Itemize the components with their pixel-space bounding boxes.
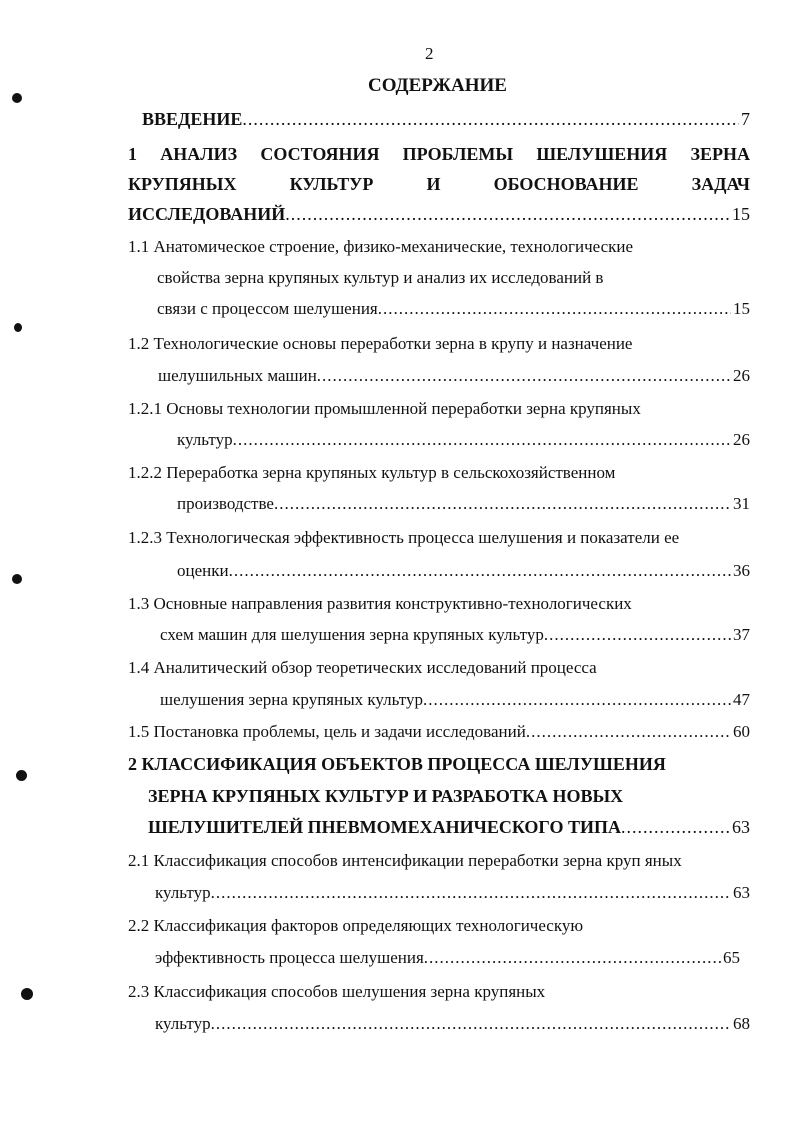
word: ОБОСНОВАНИЕ — [493, 174, 639, 194]
binding-mark — [12, 93, 22, 103]
toc-1-3-line2 — [160, 625, 750, 645]
toc-page: 26 — [733, 430, 750, 449]
leader-dots — [285, 204, 730, 225]
leader-dots — [621, 817, 730, 838]
toc-1-4-line1: 1.4 Аналитический обзор теоретических исследований процесса — [128, 658, 597, 677]
toc-1-2-line1: 1.2 Технологические основы переработки зерна в крупу и назначение — [128, 334, 633, 353]
leader-dots — [242, 109, 739, 130]
word: АНАЛИЗ — [160, 144, 238, 164]
toc-page: 63 — [732, 817, 750, 837]
toc-page: 26 — [733, 366, 750, 385]
toc-chapter-2-line3 — [148, 817, 750, 838]
leader-dots — [233, 430, 731, 450]
toc-2-3-line2 — [155, 1014, 750, 1034]
binding-mark — [14, 323, 22, 332]
toc-1-2-2-line1: 1.2.2 Переработка зерна крупяных культур в сельскохозяйственном — [128, 463, 616, 482]
leader-dots — [424, 948, 721, 968]
toc-chapter-2-line1: 2 КЛАССИФИКАЦИЯ ОБЪЕКТОВ ПРОЦЕССА ШЕЛУШЕНИЯ — [128, 754, 666, 774]
page-title: СОДЕРЖАНИЕ — [368, 75, 507, 96]
toc-text: ВВЕДЕНИЕ — [142, 109, 243, 129]
toc-text: оценки — [177, 561, 229, 580]
toc-page: 65 — [723, 948, 740, 967]
toc-page: 31 — [733, 494, 750, 513]
toc-text: 1.5 Постановка проблемы, цель и задачи исследований — [128, 722, 526, 741]
toc-page: 15 — [733, 299, 750, 318]
leader-dots — [544, 625, 731, 645]
binding-mark — [12, 574, 22, 584]
word: И — [426, 174, 441, 194]
word: КУЛЬТУР — [289, 174, 374, 194]
toc-text: ИССЛЕДОВАНИЙ — [128, 204, 286, 224]
leader-dots — [378, 299, 731, 319]
leader-dots — [211, 1014, 731, 1034]
page-number: 2 — [425, 44, 434, 63]
binding-mark — [21, 988, 33, 1000]
toc-text: схем машин для шелушения зерна крупяных культур — [160, 625, 544, 644]
leader-dots — [423, 690, 731, 710]
toc-1-2-1-line2 — [177, 430, 750, 450]
toc-page: 63 — [733, 883, 750, 902]
leader-dots — [317, 366, 731, 386]
toc-text: культур — [177, 430, 233, 449]
toc-text: эффективность процесса шелушения — [155, 948, 424, 967]
toc-page: 15 — [732, 204, 750, 224]
toc-page: 60 — [733, 722, 750, 741]
binding-mark — [16, 770, 27, 781]
toc-1-2-1-line1: 1.2.1 Основы технологии промышленной переработки зерна крупяных — [128, 399, 641, 418]
toc-2-2-line1: 2.2 Классификация факторов определяющих технологическую — [128, 916, 584, 935]
toc-2-1-line1: 2.1 Классификация способов интенсификации переработки зерна круп яных — [128, 851, 682, 870]
word: ПРОБЛЕМЫ — [402, 144, 514, 164]
word: КРУПЯНЫХ — [128, 174, 237, 194]
toc-entry-intro — [142, 109, 750, 130]
word: 1 — [128, 144, 137, 164]
toc-text: связи с процессом шелушения — [157, 299, 378, 318]
toc-1-1-line1: 1.1 Анатомическое строение, физико-механические, технологические — [128, 237, 634, 256]
leader-dots — [526, 722, 731, 742]
toc-1-2-3-line2 — [177, 561, 750, 581]
toc-1-5 — [128, 722, 750, 742]
leader-dots — [229, 561, 731, 581]
toc-page: 68 — [733, 1014, 750, 1033]
word: СОСТОЯНИЯ — [260, 144, 380, 164]
word: ЗАДАЧ — [691, 174, 750, 194]
toc-2-2-line2 — [155, 948, 740, 968]
toc-2-3-line1: 2.3 Классификация способов шелушения зерна крупяных — [128, 982, 546, 1001]
toc-page: 37 — [733, 625, 750, 644]
toc-chapter-1-line1 — [128, 144, 750, 165]
toc-1-3-line1: 1.3 Основные направления развития конструктивно-технологических — [128, 594, 632, 613]
toc-text: производстве — [177, 494, 274, 513]
toc-page: 36 — [733, 561, 750, 580]
toc-text: культур — [155, 1014, 211, 1033]
toc-1-2-2-line2 — [177, 494, 750, 514]
toc-1-2-line2 — [158, 366, 750, 386]
toc-page: 7 — [741, 109, 750, 129]
toc-text: ШЕЛУШИТЕЛЕЙ ПНЕВМОМЕХАНИЧЕСКОГО ТИПА — [148, 817, 621, 837]
toc-text: шелушильных машин — [158, 366, 317, 385]
toc-1-1-line2: свойства зерна крупяных культур и анализ их исследований в — [157, 268, 604, 287]
toc-2-1-line2 — [155, 883, 750, 903]
toc-1-4-line2 — [160, 690, 750, 710]
toc-1-2-3-line1: 1.2.3 Технологическая эффективность процесса шелушения и показатели ее — [128, 528, 680, 547]
toc-chapter-2-line2: ЗЕРНА КРУПЯНЫХ КУЛЬТУР И РАЗРАБОТКА НОВЫХ — [148, 786, 624, 806]
word: ШЕЛУШЕНИЯ — [536, 144, 668, 164]
toc-text: шелушения зерна крупяных культур — [160, 690, 423, 709]
toc-page: 47 — [733, 690, 750, 709]
toc-chapter-1-line2 — [128, 174, 750, 195]
toc-1-1-line3 — [157, 299, 750, 319]
leader-dots — [211, 883, 731, 903]
toc-text: культур — [155, 883, 211, 902]
leader-dots — [274, 494, 731, 514]
word: ЗЕРНА — [690, 144, 750, 164]
toc-chapter-1-line3 — [128, 204, 750, 225]
